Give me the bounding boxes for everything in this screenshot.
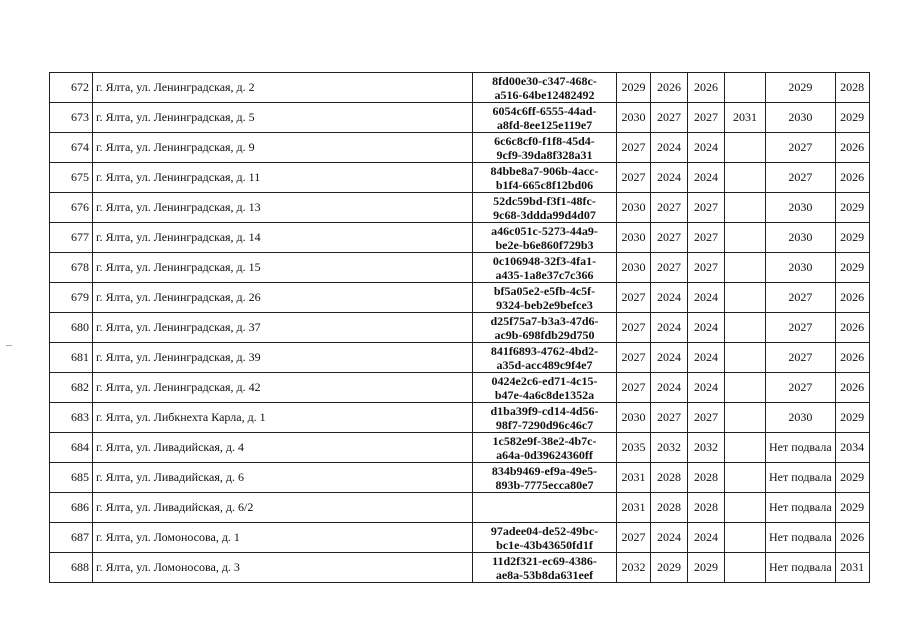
table-row bbox=[50, 283, 870, 313]
year-cell-6: 2034 bbox=[835, 433, 869, 463]
row-number: 682 bbox=[50, 373, 93, 403]
code-line: 893b-7775ecca80e7 bbox=[495, 477, 594, 492]
code-cell bbox=[473, 283, 617, 313]
year-cell-5: 2030 bbox=[766, 403, 836, 433]
year-cell-3: 2028 bbox=[688, 493, 725, 523]
year-cell-2: 2024 bbox=[651, 373, 688, 403]
year-cell-2: 2028 bbox=[651, 493, 688, 523]
year-cell-5: Нет подвала bbox=[766, 553, 836, 583]
code-line: a435-1a8e37c7c366 bbox=[495, 267, 594, 282]
year-cell-4 bbox=[725, 163, 766, 193]
year-cell-3: 2024 bbox=[688, 373, 725, 403]
code-line: 841f6893-4762-4bd2- bbox=[490, 343, 599, 358]
code-line: a35d-acc489c9f4e7 bbox=[496, 357, 593, 372]
code-line: 11d2f321-ec69-4386- bbox=[492, 553, 597, 568]
year-cell-4 bbox=[725, 253, 766, 283]
year-cell-4 bbox=[725, 373, 766, 403]
year-cell-3: 2027 bbox=[688, 223, 725, 253]
row-number: 683 bbox=[50, 403, 93, 433]
code-line: 52dc59bd-f3f1-48fc- bbox=[493, 193, 596, 208]
year-cell-3: 2024 bbox=[688, 163, 725, 193]
year-cell-6: 2026 bbox=[835, 283, 869, 313]
year-cell-3: 2027 bbox=[688, 103, 725, 133]
row-number: 680 bbox=[50, 313, 93, 343]
year-cell-1: 2032 bbox=[617, 553, 651, 583]
code-cell bbox=[473, 103, 617, 133]
margin-mark bbox=[6, 345, 12, 346]
year-cell-4 bbox=[725, 193, 766, 223]
year-cell-5: 2027 bbox=[766, 133, 836, 163]
year-cell-6: 2026 bbox=[835, 133, 869, 163]
address-cell: г. Ялта, ул. Ливадийская, д. 6/2 bbox=[93, 493, 473, 523]
code-line: 0424e2c6-ed71-4c15- bbox=[491, 373, 598, 388]
year-cell-6: 2026 bbox=[835, 313, 869, 343]
address-cell: г. Ялта, ул. Ленинградская, д. 42 bbox=[93, 373, 473, 403]
code-line: a516-64be12482492 bbox=[494, 87, 595, 102]
year-cell-4 bbox=[725, 403, 766, 433]
year-cell-5: 2027 bbox=[766, 163, 836, 193]
year-cell-2: 2024 bbox=[651, 163, 688, 193]
year-cell-5: 2027 bbox=[766, 313, 836, 343]
year-cell-5: Нет подвала bbox=[766, 463, 836, 493]
year-cell-1: 2030 bbox=[617, 193, 651, 223]
year-cell-1: 2027 bbox=[617, 373, 651, 403]
row-number: 676 bbox=[50, 193, 93, 223]
address-cell: г. Ялта, ул. Ленинградская, д. 2 bbox=[93, 73, 473, 103]
year-cell-5: 2027 bbox=[766, 283, 836, 313]
year-cell-1: 2030 bbox=[617, 103, 651, 133]
housing-table bbox=[49, 72, 870, 583]
code-line: 84bbe8a7-906b-4acc- bbox=[490, 163, 599, 178]
code-line: a8fd-8ee125e119e7 bbox=[496, 117, 593, 132]
year-cell-1: 2027 bbox=[617, 283, 651, 313]
code-line: d25f75a7-b3a3-47d6- bbox=[490, 313, 599, 328]
row-number: 673 bbox=[50, 103, 93, 133]
year-cell-5: 2029 bbox=[766, 73, 836, 103]
table-row bbox=[50, 253, 870, 283]
address-cell: г. Ялта, ул. Ленинградская, д. 26 bbox=[93, 283, 473, 313]
table-row bbox=[50, 343, 870, 373]
code-line: b47e-4a6c8de1352a bbox=[494, 387, 595, 402]
year-cell-4 bbox=[725, 343, 766, 373]
code-cell bbox=[473, 73, 617, 103]
code-line: bf5a05e2-e5fb-4c5f- bbox=[493, 283, 596, 298]
code-line: 6c6c8cf0-f1f8-45d4- bbox=[494, 133, 595, 148]
year-cell-6: 2026 bbox=[835, 523, 869, 553]
year-cell-2: 2024 bbox=[651, 523, 688, 553]
year-cell-6: 2029 bbox=[835, 253, 869, 283]
year-cell-2: 2032 bbox=[651, 433, 688, 463]
year-cell-4 bbox=[725, 523, 766, 553]
year-cell-6: 2028 bbox=[835, 73, 869, 103]
row-number: 674 bbox=[50, 133, 93, 163]
year-cell-4 bbox=[725, 493, 766, 523]
year-cell-6: 2029 bbox=[835, 463, 869, 493]
table-row bbox=[50, 163, 870, 193]
table-row bbox=[50, 553, 870, 583]
year-cell-3: 2027 bbox=[688, 253, 725, 283]
year-cell-3: 2024 bbox=[688, 283, 725, 313]
code-cell bbox=[473, 493, 617, 523]
row-number: 675 bbox=[50, 163, 93, 193]
code-line: 9cf9-39da8f328a31 bbox=[496, 147, 593, 162]
year-cell-2: 2024 bbox=[651, 313, 688, 343]
code-cell bbox=[473, 133, 617, 163]
code-cell bbox=[473, 523, 617, 553]
year-cell-3: 2027 bbox=[688, 193, 725, 223]
table-row bbox=[50, 433, 870, 463]
row-number: 688 bbox=[50, 553, 93, 583]
row-number: 687 bbox=[50, 523, 93, 553]
year-cell-1: 2027 bbox=[617, 523, 651, 553]
year-cell-2: 2028 bbox=[651, 463, 688, 493]
year-cell-5: 2030 bbox=[766, 223, 836, 253]
address-cell: г. Ялта, ул. Ленинградская, д. 9 bbox=[93, 133, 473, 163]
code-line: 98f7-7290d96c46c7 bbox=[495, 417, 594, 432]
row-number: 681 bbox=[50, 343, 93, 373]
year-cell-5: 2027 bbox=[766, 373, 836, 403]
code-cell bbox=[473, 463, 617, 493]
year-cell-6: 2029 bbox=[835, 493, 869, 523]
address-cell: г. Ялта, ул. Ливадийская, д. 4 bbox=[93, 433, 473, 463]
year-cell-6: 2029 bbox=[835, 103, 869, 133]
address-cell: г. Ялта, ул. Ленинградская, д. 11 bbox=[93, 163, 473, 193]
row-number: 672 bbox=[50, 73, 93, 103]
year-cell-6: 2026 bbox=[835, 373, 869, 403]
year-cell-5: 2030 bbox=[766, 253, 836, 283]
code-line: 9c68-3ddda99d4d07 bbox=[493, 207, 596, 222]
address-cell: г. Ялта, ул. Ливадийская, д. 6 bbox=[93, 463, 473, 493]
year-cell-1: 2027 bbox=[617, 343, 651, 373]
table-row bbox=[50, 223, 870, 253]
code-cell bbox=[473, 193, 617, 223]
address-cell: г. Ялта, ул. Ломоносова, д. 3 bbox=[93, 553, 473, 583]
year-cell-5: 2030 bbox=[766, 103, 836, 133]
year-cell-2: 2024 bbox=[651, 343, 688, 373]
row-number: 679 bbox=[50, 283, 93, 313]
year-cell-1: 2030 bbox=[617, 253, 651, 283]
code-line: 97adee04-de52-49bc- bbox=[490, 523, 599, 538]
table-row bbox=[50, 523, 870, 553]
year-cell-4 bbox=[725, 283, 766, 313]
table-row bbox=[50, 493, 870, 523]
year-cell-2: 2029 bbox=[651, 553, 688, 583]
table-row bbox=[50, 403, 870, 433]
year-cell-4 bbox=[725, 553, 766, 583]
code-line: 9324-beb2e9befce3 bbox=[496, 297, 593, 312]
year-cell-2: 2027 bbox=[651, 253, 688, 283]
code-line: 1c582e9f-38e2-4b7c- bbox=[492, 433, 597, 448]
year-cell-2: 2027 bbox=[651, 103, 688, 133]
address-cell: г. Ялта, ул. Ломоносова, д. 1 bbox=[93, 523, 473, 553]
year-cell-1: 2030 bbox=[617, 223, 651, 253]
table-row bbox=[50, 133, 870, 163]
table-row bbox=[50, 73, 870, 103]
code-cell bbox=[473, 253, 617, 283]
year-cell-1: 2027 bbox=[617, 313, 651, 343]
year-cell-4: 2031 bbox=[725, 103, 766, 133]
year-cell-1: 2027 bbox=[617, 133, 651, 163]
year-cell-5: Нет подвала bbox=[766, 523, 836, 553]
year-cell-6: 2029 bbox=[835, 403, 869, 433]
address-cell: г. Ялта, ул. Ленинградская, д. 37 bbox=[93, 313, 473, 343]
year-cell-3: 2032 bbox=[688, 433, 725, 463]
table-row bbox=[50, 313, 870, 343]
year-cell-2: 2024 bbox=[651, 283, 688, 313]
year-cell-4 bbox=[725, 223, 766, 253]
code-cell bbox=[473, 373, 617, 403]
year-cell-5: Нет подвала bbox=[766, 493, 836, 523]
year-cell-1: 2031 bbox=[617, 463, 651, 493]
address-cell: г. Ялта, ул. Либкнехта Карла, д. 1 bbox=[93, 403, 473, 433]
code-line: 6054c6ff-6555-44ad- bbox=[492, 103, 597, 118]
code-line: b1f4-665c8f12bd06 bbox=[495, 177, 594, 192]
year-cell-4 bbox=[725, 133, 766, 163]
year-cell-6: 2029 bbox=[835, 223, 869, 253]
code-line: d1ba39f9-cd14-4d56- bbox=[490, 403, 599, 418]
year-cell-6: 2026 bbox=[835, 163, 869, 193]
address-cell: г. Ялта, ул. Ленинградская, д. 39 bbox=[93, 343, 473, 373]
year-cell-2: 2026 bbox=[651, 73, 688, 103]
code-line: a64a-0d39624360ff bbox=[496, 447, 593, 462]
year-cell-2: 2027 bbox=[651, 193, 688, 223]
year-cell-5: 2027 bbox=[766, 343, 836, 373]
row-number: 684 bbox=[50, 433, 93, 463]
code-cell bbox=[473, 433, 617, 463]
year-cell-3: 2024 bbox=[688, 313, 725, 343]
address-cell: г. Ялта, ул. Ленинградская, д. 14 bbox=[93, 223, 473, 253]
code-cell bbox=[473, 163, 617, 193]
year-cell-4 bbox=[725, 73, 766, 103]
row-number: 685 bbox=[50, 463, 93, 493]
table-row bbox=[50, 463, 870, 493]
code-cell bbox=[473, 343, 617, 373]
row-number: 677 bbox=[50, 223, 93, 253]
year-cell-4 bbox=[725, 313, 766, 343]
year-cell-4 bbox=[725, 433, 766, 463]
row-number: 678 bbox=[50, 253, 93, 283]
year-cell-1: 2030 bbox=[617, 403, 651, 433]
year-cell-3: 2028 bbox=[688, 463, 725, 493]
year-cell-3: 2026 bbox=[688, 73, 725, 103]
year-cell-3: 2024 bbox=[688, 133, 725, 163]
year-cell-6: 2026 bbox=[835, 343, 869, 373]
code-cell bbox=[473, 313, 617, 343]
code-cell bbox=[473, 553, 617, 583]
year-cell-5: Нет подвала bbox=[766, 433, 836, 463]
code-cell bbox=[473, 403, 617, 433]
code-line: 8fd00e30-c347-468c- bbox=[492, 73, 597, 88]
address-cell: г. Ялта, ул. Ленинградская, д. 15 bbox=[93, 253, 473, 283]
code-line: bc1e-43b43650fd1f bbox=[496, 537, 593, 552]
table-row bbox=[50, 193, 870, 223]
year-cell-2: 2024 bbox=[651, 133, 688, 163]
year-cell-6: 2031 bbox=[835, 553, 869, 583]
year-cell-3: 2027 bbox=[688, 403, 725, 433]
year-cell-2: 2027 bbox=[651, 403, 688, 433]
address-cell: г. Ялта, ул. Ленинградская, д. 13 bbox=[93, 193, 473, 223]
table-body bbox=[50, 73, 870, 583]
code-line: ac9b-698fdb29d750 bbox=[494, 327, 595, 342]
year-cell-1: 2031 bbox=[617, 493, 651, 523]
year-cell-3: 2024 bbox=[688, 343, 725, 373]
year-cell-5: 2030 bbox=[766, 193, 836, 223]
code-line: 0c106948-32f3-4fa1- bbox=[492, 253, 597, 268]
code-line: 834b9469-ef9a-49e5- bbox=[491, 463, 598, 478]
year-cell-3: 2024 bbox=[688, 523, 725, 553]
year-cell-1: 2035 bbox=[617, 433, 651, 463]
table-row bbox=[50, 373, 870, 403]
year-cell-4 bbox=[725, 463, 766, 493]
year-cell-3: 2029 bbox=[688, 553, 725, 583]
code-line: a46c051c-5273-44a9- bbox=[491, 223, 598, 238]
code-cell bbox=[473, 223, 617, 253]
row-number: 686 bbox=[50, 493, 93, 523]
code-line: be2e-b6e860f729b3 bbox=[495, 237, 594, 252]
address-cell: г. Ялта, ул. Ленинградская, д. 5 bbox=[93, 103, 473, 133]
year-cell-6: 2029 bbox=[835, 193, 869, 223]
year-cell-1: 2029 bbox=[617, 73, 651, 103]
year-cell-2: 2027 bbox=[651, 223, 688, 253]
year-cell-1: 2027 bbox=[617, 163, 651, 193]
table-row bbox=[50, 103, 870, 133]
code-line: ae8a-53b8da631eef bbox=[495, 567, 594, 582]
